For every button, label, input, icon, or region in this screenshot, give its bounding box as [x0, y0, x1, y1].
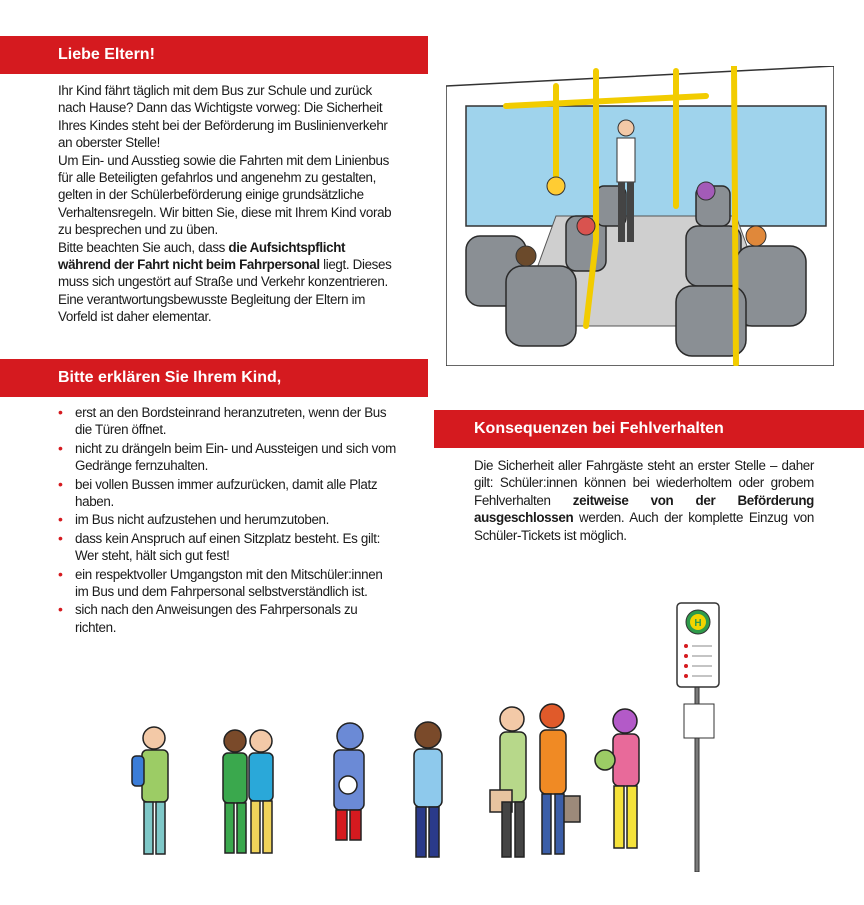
intro-p3-end: liegt. Dieses muss sich ungestört auf Straße und Verkehr konzentrieren. Eine verantwortungsbewusste Begleitung der Eltern im Vorfeld ist daher elementar.	[58, 257, 392, 325]
intro-paragraph-2: Um Ein- und Ausstieg sowie die Fahrten mit dem Linienbus für alle Beteiligten gefahrlos und angenehm zu gestalten, gelten in der Schülerbeförderung einige grundsätzliche Verhaltensregeln. Wir bitten Sie, diese mit Ihrem Kind vorab zu besprechen und zu üben.	[58, 152, 392, 238]
heading-text: Bitte erklären Sie Ihrem Kind,	[58, 369, 282, 386]
intro-p3-emphasis: die Aufsichtspflicht während der Fahrt nicht beim Fahrpersonal	[58, 239, 346, 273]
intro-text	[58, 82, 398, 326]
list-item: • ein respektvoller Umgangston mit den Mitschüler:innen im Bus und dem Fahrpersonal selbstverständlich ist.	[58, 566, 398, 601]
list-item: • sich nach den Anweisungen des Fahrpersonals zu richten.	[58, 601, 398, 636]
children-at-bus-stop-illustration	[128, 600, 738, 872]
section-heading-erklaeren	[0, 359, 428, 397]
conseq-start: Die Sicherheit aller Fahrgäste steht an erster Stelle – daher gilt: Schüler:innen können bei wiederholtem oder grobem Fehlverhalten	[474, 458, 814, 508]
list-item: • erst an den Bordsteinrand heranzutreten, wenn der Bus die Türen öffnet.	[58, 404, 398, 439]
list-item: • dass kein Anspruch auf einen Sitzplatz besteht. Es gilt: Wer steht, hält sich gut fest!	[58, 530, 398, 565]
conseq-end: werden. Auch der komplette Einzug von Schüler-Tickets ist möglich.	[474, 510, 814, 543]
consequences-text	[474, 457, 814, 544]
list-item: • im Bus nicht aufzustehen und herumzutoben.	[58, 511, 398, 528]
children-group	[132, 704, 639, 857]
conseq-emphasis: zeitweise von der Beförderung ausgeschlossen	[474, 492, 814, 526]
heading-text: Konsequenzen bei Fehlverhalten	[474, 420, 724, 437]
list-item: • bei vollen Bussen immer aufzurücken, damit alle Platz haben.	[58, 476, 398, 511]
heading-text: Liebe Eltern!	[58, 46, 155, 63]
list-item: • nicht zu drängeln beim Ein- und Aussteigen und sich vom Gedränge fernzuhalten.	[58, 440, 398, 475]
section-heading-konsequenzen	[434, 410, 864, 448]
bus-interior-illustration	[446, 66, 834, 366]
intro-paragraph-1: Ihr Kind fährt täglich mit dem Bus zur Schule und zurück nach Hause? Dann das Wichtigste vorweg: Die Sicherheit Ihres Kindes steht bei der Beförderung im Buslinienverkehr an oberster Stelle!	[58, 83, 388, 151]
section-heading-liebe-eltern	[0, 36, 428, 74]
bus-stop-icon: H	[694, 618, 702, 629]
intro-p3-start: Bitte beachten Sie auch, dass	[58, 239, 229, 255]
bus-stop-sign	[677, 603, 719, 872]
bus-windows	[466, 106, 826, 226]
intro-paragraph-3	[58, 239, 398, 326]
